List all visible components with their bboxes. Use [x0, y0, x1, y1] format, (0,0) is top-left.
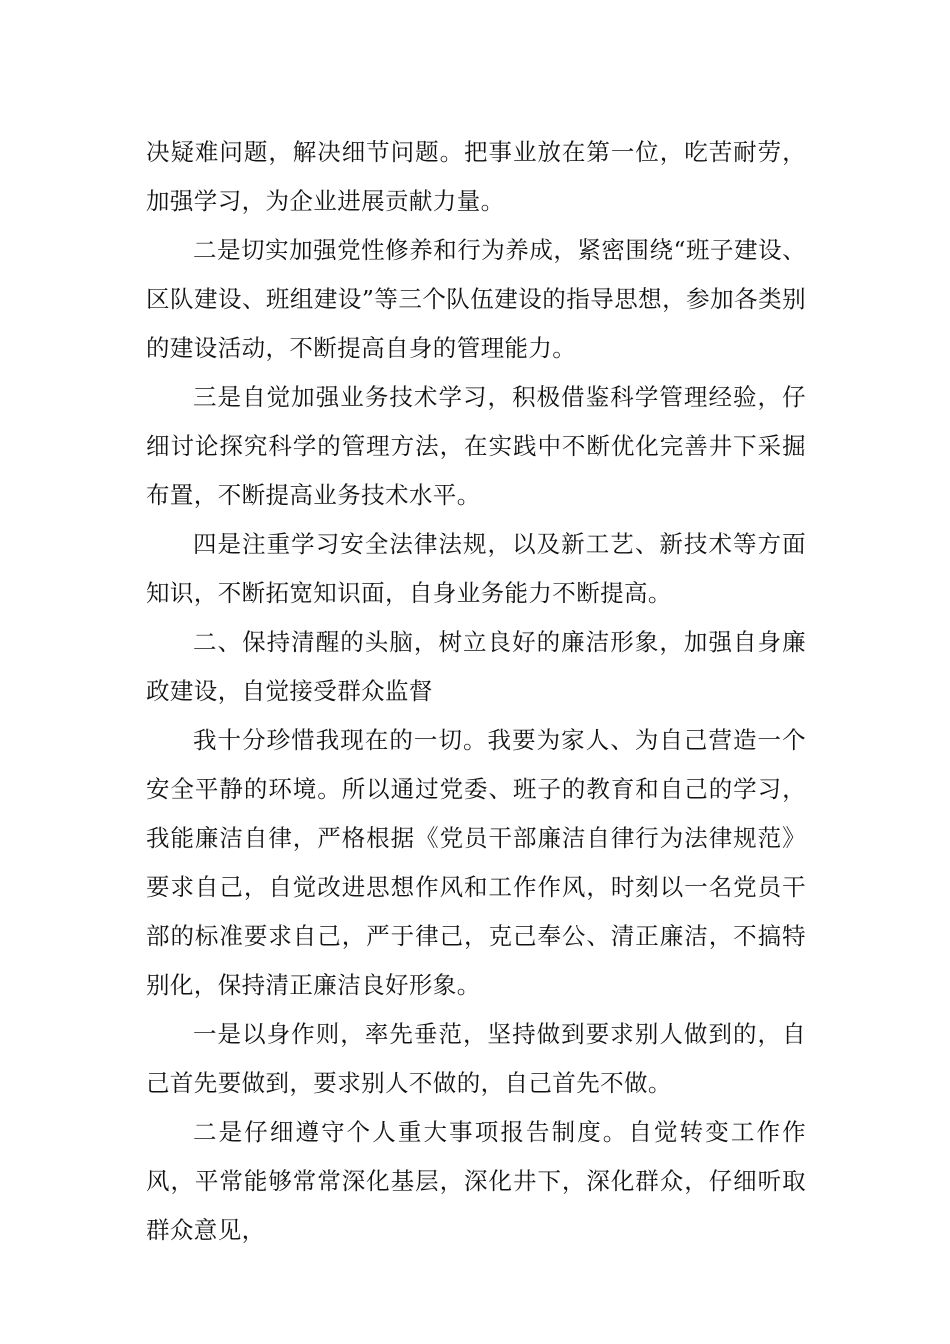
paragraph: 我十分珍惜我现在的一切。我要为家人、为自己营造一个安全平静的环境。所以通过党委、班子的教育和自己的学习，我能廉洁自律，严格根据《党员干部廉洁自律行为法律规范》要求自己，自觉改进思想作风和工作作风，时刻以一名党员干部的标准要求自己，严于律己，克己奉公、清正廉洁，不搞特别化，保持清正廉洁良好形象。: [146, 726, 806, 999]
document-body: [146, 128, 806, 1255]
paragraph: 四是注重学习安全法律法规，以及新工艺、新技术等方面知识，不断拓宽知识面，自身业务能力不断提高。: [146, 530, 806, 607]
paragraph: 二是仔细遵守个人重大事项报告制度。自觉转变工作作风，平常能够常常深化基层，深化井下，深化群众，仔细听取群众意见，: [146, 1118, 806, 1244]
paragraph: 决疑难问题，解决细节问题。把事业放在第一位，吃苦耐劳，加强学习，为企业进展贡献力量。: [146, 138, 806, 215]
paragraph: 二是切实加强党性修养和行为养成，紧密围绕“班子建设、区队建设、班组建设”等三个队伍建设的指导思想，参加各类别的建设活动，不断提高自身的管理能力。: [146, 236, 806, 362]
paragraph: 一是以身作则，率先垂范，坚持做到要求别人做到的，自己首先要做到，要求别人不做的，自己首先不做。: [146, 1020, 806, 1097]
paragraph: 三是自觉加强业务技术学习，积极借鉴科学管理经验，仔细讨论探究科学的管理方法，在实践中不断优化完善井下采掘布置，不断提高业务技术水平。: [146, 383, 806, 509]
section-heading: 二、保持清醒的头脑，树立良好的廉洁形象，加强自身廉政建设，自觉接受群众监督: [146, 628, 806, 705]
